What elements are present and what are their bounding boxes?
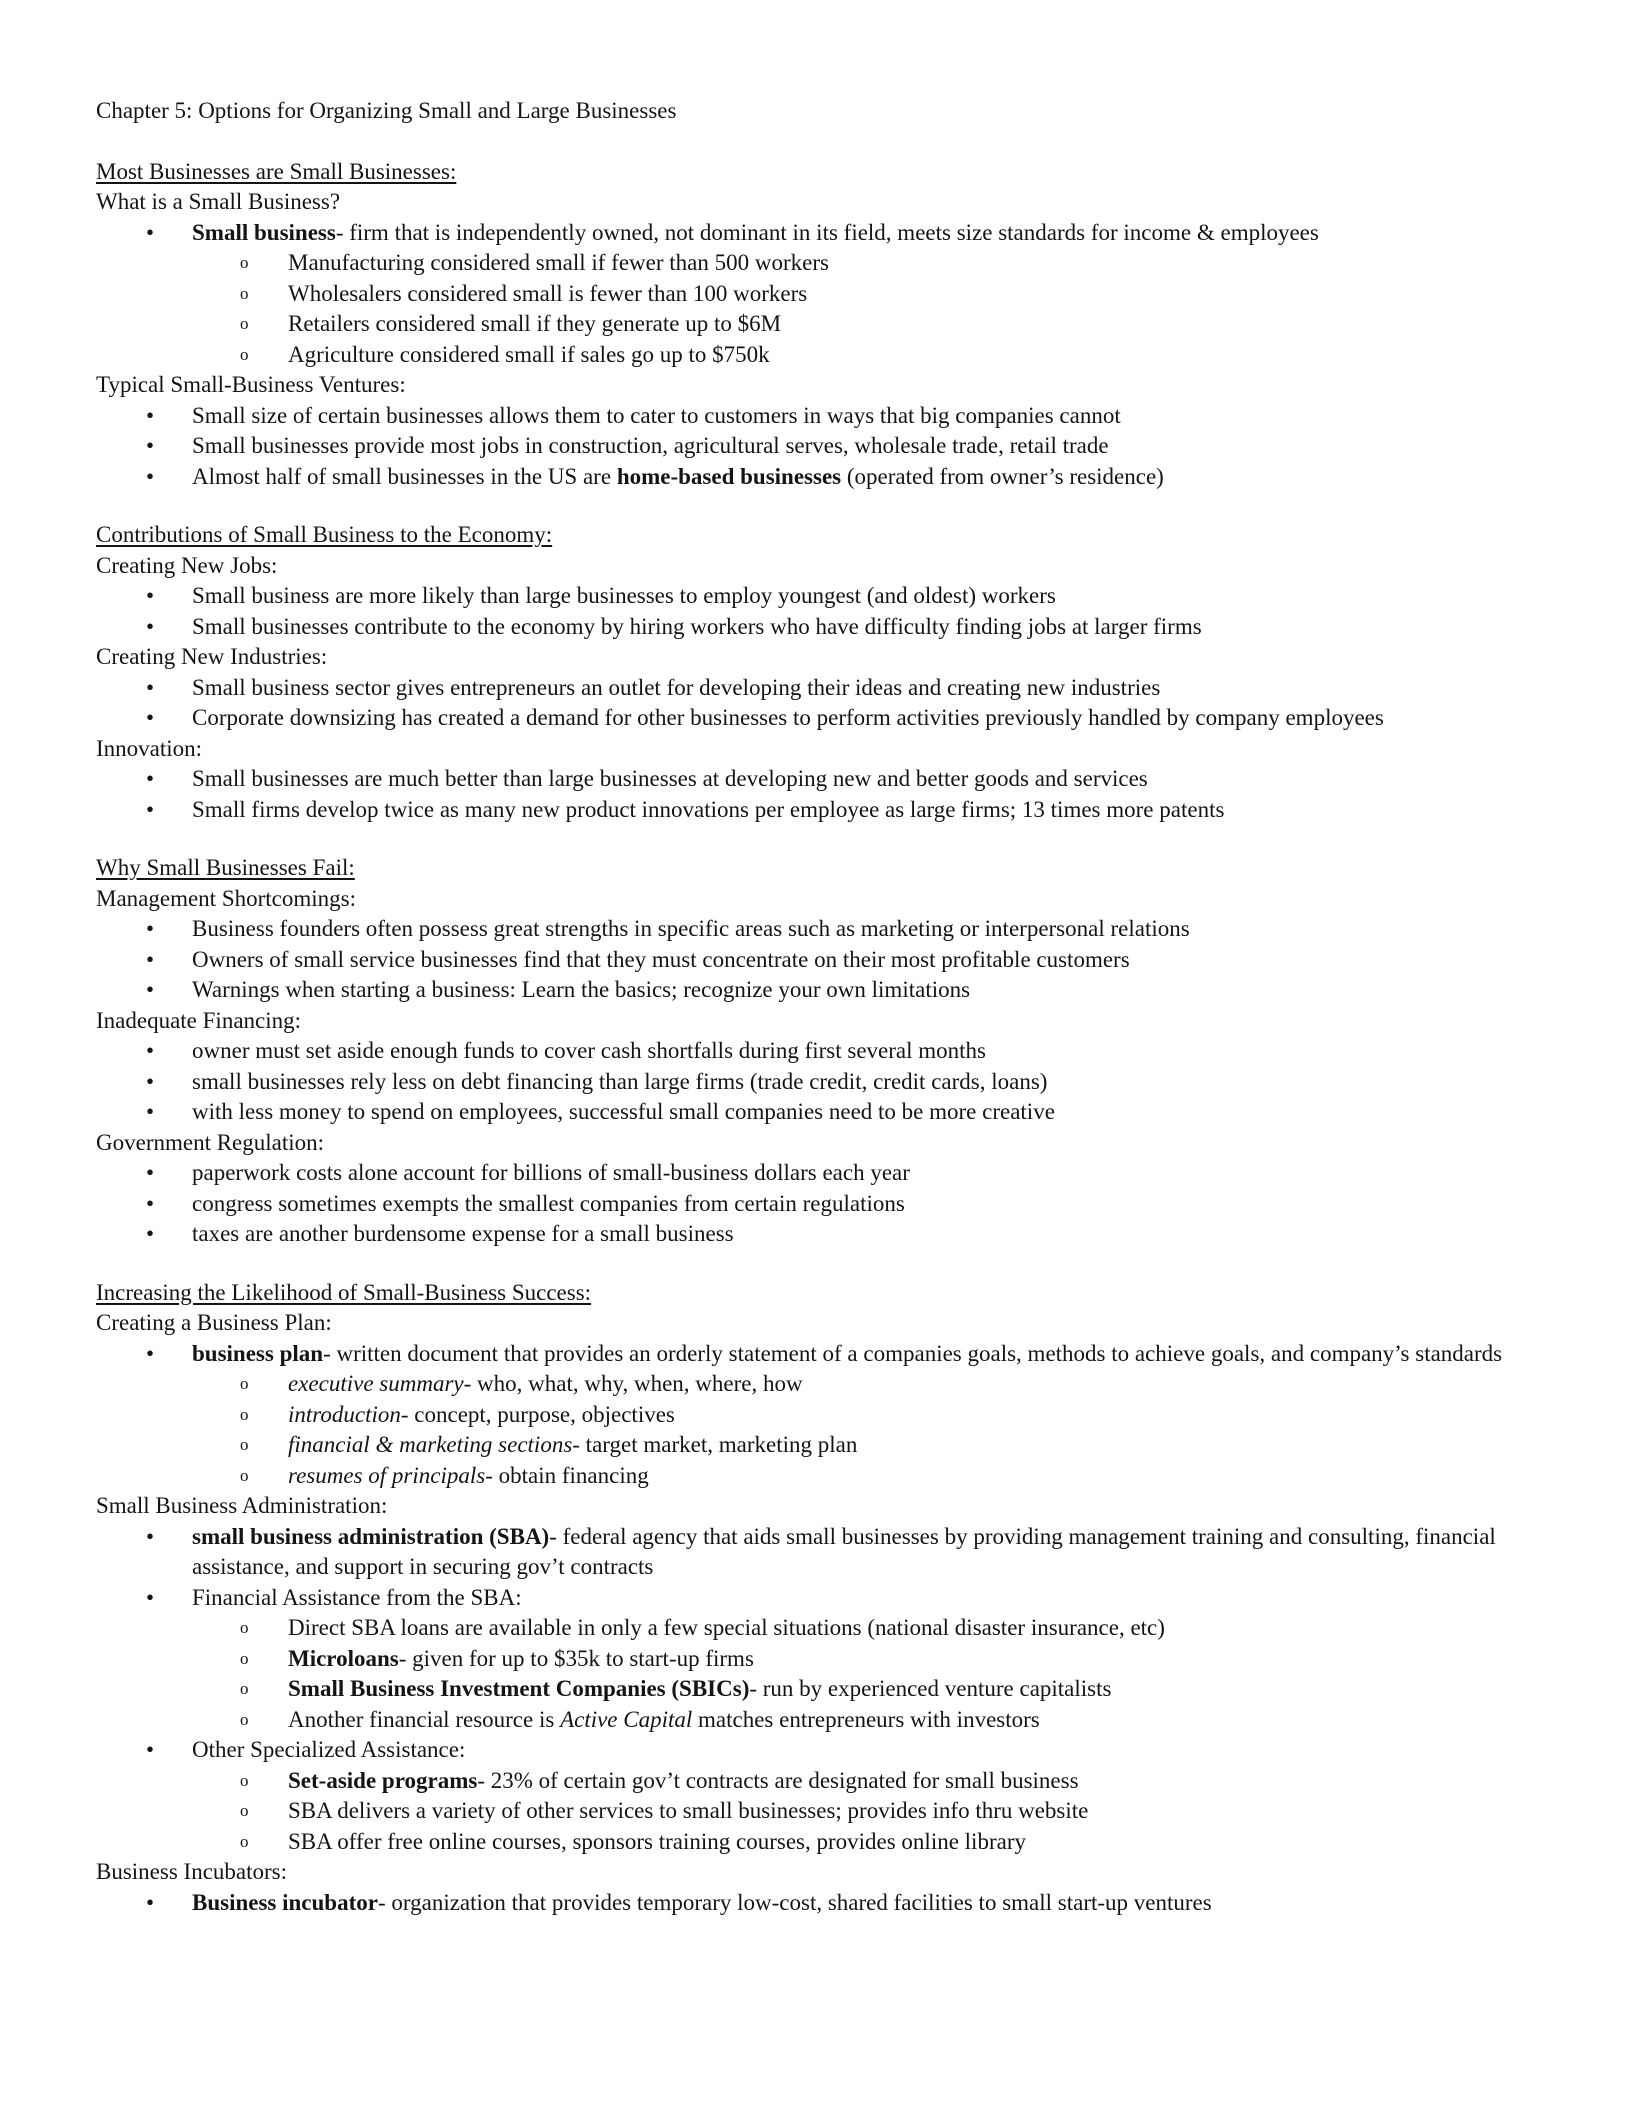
bullet-list [96, 1036, 1556, 1128]
italic-term: resumes of principals [288, 1462, 486, 1488]
text-run: Agriculture considered small if sales go up to $750k [288, 341, 770, 367]
list-item [96, 581, 1556, 612]
bold-term: Business incubator [192, 1889, 378, 1915]
text-run: - concept, purpose, objectives [400, 1401, 675, 1427]
list-item [96, 975, 1556, 1006]
sub-list-item [192, 1766, 1556, 1797]
sections-container [96, 157, 1556, 1919]
list-item [96, 401, 1556, 432]
section [96, 853, 1556, 1250]
bullet-list [96, 401, 1556, 493]
bold-term: Microloans [288, 1645, 399, 1671]
subheading: Inadequate Financing: [96, 1007, 302, 1033]
text-run: Another financial resource is [288, 1706, 561, 1732]
text-run: SBA delivers a variety of other services to small businesses; provides info thru website [288, 1798, 1089, 1823]
bullet-icon: • [146, 1068, 155, 1094]
bold-term: Small business [192, 219, 336, 245]
sub-bullet-list [192, 1766, 1556, 1858]
bullet-icon: • [146, 796, 155, 822]
section-heading: Contributions of Small Business to the Economy: [96, 522, 553, 547]
text-run: - given for up to $35k to start-up firms [398, 1645, 754, 1671]
bullet-list [96, 914, 1556, 1006]
text-run: - firm that is independently owned, not dominant in its field, meets size standards for income & employees [335, 219, 1319, 245]
text-run: small businesses rely less on debt financing than large firms (trade credit, credit cards, loans) [192, 1068, 1048, 1094]
circle-bullet-icon: o [240, 314, 249, 333]
italic-term: introduction [288, 1401, 401, 1427]
italic-term: financial & marketing sections [288, 1432, 573, 1457]
sub-list-item [192, 1796, 1556, 1827]
text-run: matches entrepreneurs with investors [692, 1706, 1040, 1732]
bullet-icon: • [146, 1889, 155, 1915]
text-run: owner must set aside enough funds to cover cash shortfalls during first several months [192, 1038, 986, 1063]
section [96, 157, 1556, 493]
sub-list-item [192, 1827, 1556, 1858]
sub-list-item [192, 1400, 1556, 1431]
section-heading: Why Small Businesses Fail: [96, 855, 355, 880]
circle-bullet-icon: o [240, 1618, 249, 1637]
text-run: with less money to spend on employees, successful small companies need to be more creative [192, 1099, 1055, 1124]
text-run: Manufacturing considered small if fewer than 500 workers [288, 250, 829, 275]
text-run: congress sometimes exempts the smallest companies from certain regulations [192, 1190, 905, 1216]
bold-term: Small Business Investment Companies (SBICs) [288, 1676, 750, 1701]
sub-bullet-list [192, 1613, 1556, 1735]
subheading: Small Business Administration: [96, 1493, 388, 1518]
text-run: (operated from owner’s residence) [841, 463, 1164, 489]
list-item [96, 795, 1556, 826]
text-run: Corporate downsizing has created a demand for other businesses to perform activities previously handled by company employees [192, 705, 1384, 730]
text-run: Other Specialized Assistance: [192, 1737, 466, 1762]
list-item [96, 1158, 1556, 1189]
list-item [96, 1189, 1556, 1220]
text-run: - obtain financing [485, 1462, 649, 1488]
sub-list-item [192, 279, 1556, 310]
circle-bullet-icon: o [240, 344, 249, 364]
subheading: Business Incubators: [96, 1859, 288, 1884]
bullet-list [96, 218, 1556, 371]
bullet-list [96, 764, 1556, 825]
list-item [96, 945, 1556, 976]
sub-list-item [192, 1430, 1556, 1461]
text-run: Small businesses contribute to the economy by hiring workers who have difficulty finding jobs at larger firms [192, 613, 1202, 639]
bullet-icon: • [146, 1160, 155, 1185]
bullet-icon: • [146, 1340, 155, 1366]
bullet-icon: • [146, 1038, 155, 1063]
list-item [96, 1522, 1556, 1583]
bullet-icon: • [146, 1584, 155, 1610]
sub-list-item [192, 1705, 1556, 1736]
text-run: Direct SBA loans are available in only a few special situations (national disaster insurance, etc) [288, 1615, 1165, 1640]
text-run: Small size of certain businesses allows them to cater to customers in ways that big companies cannot [192, 402, 1121, 428]
bullet-list [96, 1522, 1556, 1858]
text-run: Small firms develop twice as many new product innovations per employee as large firms; 13 times more patents [192, 796, 1225, 822]
subheading: Creating New Industries: [96, 644, 328, 669]
text-run: Business founders often possess great strengths in specific areas such as marketing or interpersonal relations [192, 916, 1190, 941]
bullet-list [96, 1158, 1556, 1250]
subheading: Management Shortcomings: [96, 885, 356, 911]
list-item [96, 1067, 1556, 1098]
text-run: Financial Assistance from the SBA: [192, 1584, 522, 1610]
bullet-list [96, 673, 1556, 734]
bullet-list [96, 1339, 1556, 1492]
bullet-icon: • [146, 219, 155, 245]
document-page [96, 96, 1556, 1946]
bold-term: Set-aside programs [288, 1767, 478, 1793]
list-item [96, 764, 1556, 795]
text-run: paperwork costs alone account for billions of small-business dollars each year [192, 1160, 910, 1185]
sub-list-item [192, 1369, 1556, 1400]
subheading: Government Regulation: [96, 1129, 325, 1155]
bullet-icon: • [146, 613, 155, 639]
sub-list-item [192, 1461, 1556, 1492]
bullet-icon: • [146, 705, 155, 730]
text-run: Small business sector gives entrepreneurs an outlet for developing their ideas and creating new industries [192, 674, 1161, 700]
bullet-icon: • [146, 1099, 155, 1124]
bullet-icon: • [146, 463, 155, 489]
circle-bullet-icon: o [240, 1770, 249, 1790]
page-title: Chapter 5: Options for Organizing Small and Large Businesses [96, 98, 677, 123]
bold-term: small business administration (SBA) [192, 1523, 550, 1549]
subheading: Typical Small-Business Ventures: [96, 372, 406, 397]
text-run: Small business are more likely than large businesses to employ youngest (and oldest) workers [192, 583, 1056, 608]
bullet-list [96, 1888, 1556, 1919]
sub-bullet-list [192, 1369, 1556, 1491]
list-item [96, 1219, 1556, 1250]
section [96, 520, 1556, 825]
list-item [96, 1097, 1556, 1128]
sub-list-item [192, 1613, 1556, 1644]
list-item [96, 1339, 1556, 1492]
circle-bullet-icon: o [240, 283, 249, 303]
italic-term: executive summary [288, 1371, 464, 1396]
bullet-icon: • [146, 766, 155, 791]
bullet-icon: • [146, 1221, 155, 1246]
list-item [96, 1583, 1556, 1736]
text-run: - organization that provides temporary low-cost, shared facilities to small start-up ventures [377, 1889, 1212, 1915]
subheading: Innovation: [96, 735, 203, 761]
circle-bullet-icon: o [240, 1404, 249, 1424]
bullet-icon: • [146, 402, 155, 428]
text-run: Wholesalers considered small is fewer than 100 workers [288, 280, 808, 306]
sub-list-item [192, 340, 1556, 371]
text-run: - federal agency that aids small businesses by providing management training and consulting, financial assistance, and support in securing gov’t contracts [192, 1523, 1496, 1579]
bullet-icon: • [146, 583, 155, 608]
text-run: Almost half of small businesses in the US are [192, 463, 617, 489]
section [96, 1278, 1556, 1919]
text-run: Retailers considered small if they generate up to $6M [288, 311, 782, 336]
circle-bullet-icon: o [240, 1374, 249, 1393]
text-run: - who, what, why, when, where, how [463, 1371, 803, 1396]
list-item [96, 218, 1556, 371]
text-run: taxes are another burdensome expense for a small business [192, 1221, 734, 1246]
circle-bullet-icon: o [240, 253, 249, 272]
list-item [96, 612, 1556, 643]
bullet-icon: • [146, 916, 155, 941]
section-heading: Most Businesses are Small Businesses: [96, 158, 457, 184]
italic-term: Active Capital [560, 1706, 693, 1732]
sub-bullet-list [192, 248, 1556, 370]
text-run: Warnings when starting a business: Learn the basics; recognize your own limitations [192, 977, 971, 1002]
bold-term: home-based businesses [616, 463, 842, 489]
text-run: SBA offer free online courses, sponsors training courses, provides online library [288, 1828, 1026, 1854]
subheading: Creating New Jobs: [96, 552, 278, 578]
bullet-list [96, 581, 1556, 642]
sub-list-item [192, 1644, 1556, 1675]
text-run: - 23% of certain gov’t contracts are designated for small business [477, 1767, 1079, 1793]
list-item [96, 914, 1556, 945]
bullet-icon: • [146, 433, 155, 458]
text-run: - written document that provides an orderly statement of a companies goals, methods to achieve goals, and company’s standards [323, 1340, 1503, 1366]
list-item [96, 1888, 1556, 1919]
bullet-icon: • [146, 977, 155, 1002]
circle-bullet-icon: o [240, 1435, 249, 1454]
circle-bullet-icon: o [240, 1465, 249, 1485]
list-item [96, 462, 1556, 493]
list-item [96, 1735, 1556, 1857]
list-item [96, 673, 1556, 704]
list-item [96, 431, 1556, 462]
subheading: Creating a Business Plan: [96, 1310, 332, 1335]
bullet-icon: • [146, 1737, 155, 1762]
list-item [96, 703, 1556, 734]
text-run: Small businesses are much better than large businesses at developing new and better goods and services [192, 766, 1148, 791]
circle-bullet-icon: o [240, 1831, 249, 1851]
section-heading: Increasing the Likelihood of Small-Business Success: [96, 1279, 592, 1305]
circle-bullet-icon: o [240, 1648, 249, 1668]
sub-list-item [192, 309, 1556, 340]
sub-list-item [192, 248, 1556, 279]
bullet-icon: • [146, 946, 155, 972]
circle-bullet-icon: o [240, 1801, 249, 1820]
sub-list-item [192, 1674, 1556, 1705]
list-item [96, 1036, 1556, 1067]
bullet-icon: • [146, 1523, 155, 1549]
text-run: - run by experienced venture capitalists [749, 1676, 1112, 1701]
bold-term: business plan [192, 1340, 324, 1366]
bullet-icon: • [146, 674, 155, 700]
circle-bullet-icon: o [240, 1709, 249, 1729]
bullet-icon: • [146, 1190, 155, 1216]
text-run: - target market, marketing plan [572, 1432, 858, 1457]
circle-bullet-icon: o [240, 1679, 249, 1698]
text-run: Owners of small service businesses find that they must concentrate on their most profitable customers [192, 946, 1130, 972]
subheading: What is a Small Business? [96, 189, 341, 214]
text-run: Small businesses provide most jobs in construction, agricultural serves, wholesale trade, retail trade [192, 433, 1109, 458]
